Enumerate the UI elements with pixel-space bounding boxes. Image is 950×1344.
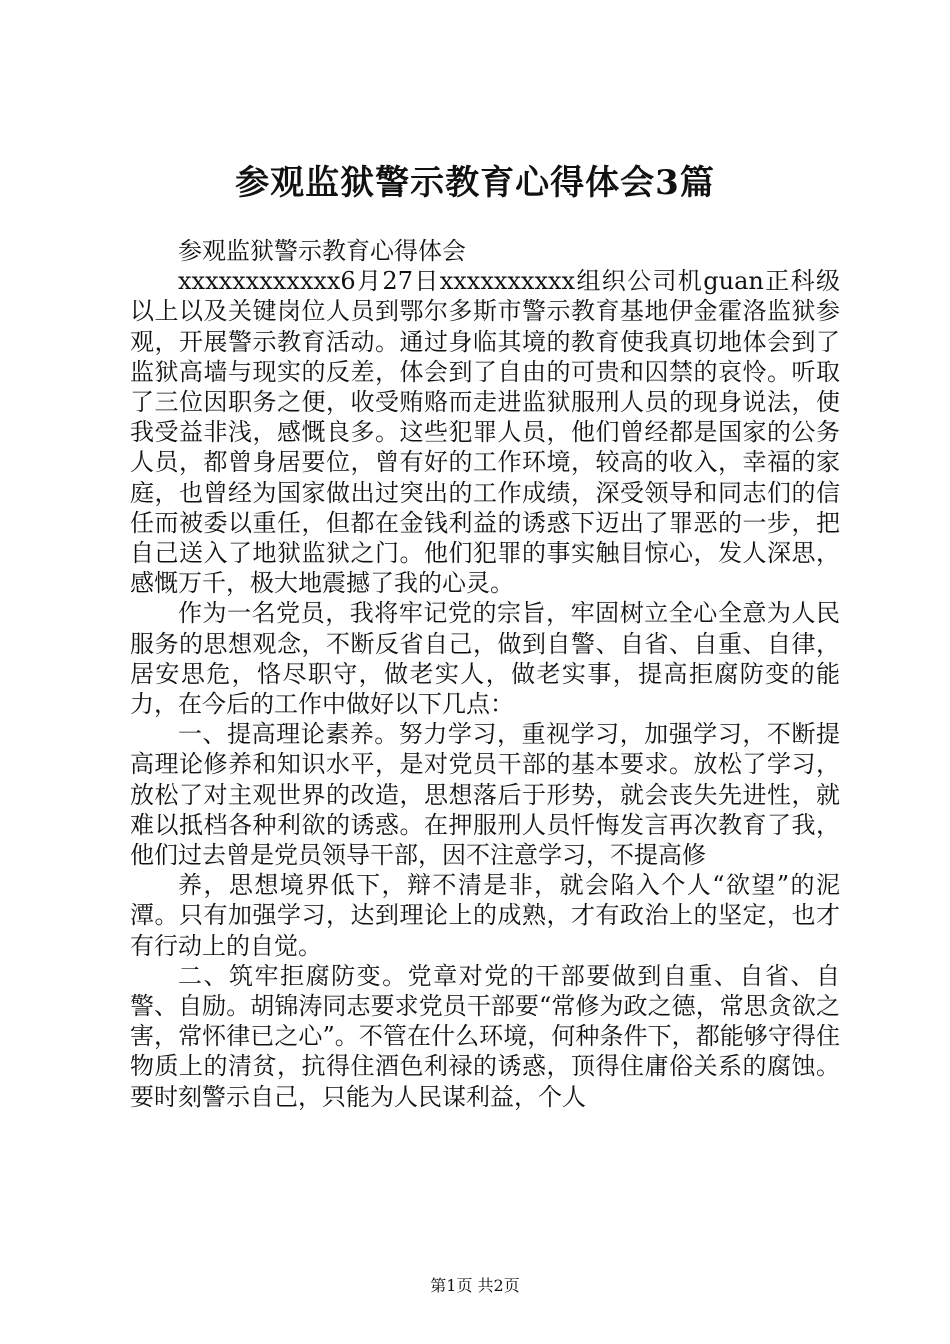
paragraph: xxxxxxxxxxxx6月27日xxxxxxxxxx组织公司机guan正科级以上以及关键岗位人员到鄂尔多斯市警示教育基地伊金霍洛监狱参观，开展警示教育活动。通过身临其境的教育使我真切地体会到了监狱高墙与现实的反差，体会到了自由的可贵和囚禁的哀怜。听取了三位因职务之便，收受贿赂而走进监狱服刑人员的现身说法，使我受益非浅，感慨良多。这些犯罪人员，他们曾经都是国家的公务人员，都曾身居要位，曾有好的工作环境，较高的收入，幸福的家庭，也曾经为国家做出过突出的工作成绩，深受领导和同志们的信任而被委以重任，但都在金钱利益的诱惑下迈出了罪恶的一步，把自己送入了地狱监狱之门。他们犯罪的事实触目惊心，发人深思，感慨万千，极大地震撼了我的心灵。 xyxy=(130,267,840,598)
document-body xyxy=(130,236,840,1112)
page-number-footer: 第1页 共2页 xyxy=(430,1276,520,1295)
paragraph: 二、筑牢拒腐防变。党章对党的干部要做到自重、自省、自警、自励。胡锦涛同志要求党员干部要“常修为政之德，常思贪欲之害，常怀律已之心”。不管在什么环境，何种条件下，都能够守得住物质上的清贫，抗得住酒色利禄的诱惑，顶得住庸俗关系的腐蚀。要时刻警示自己，只能为人民谋利益，个人 xyxy=(130,961,840,1111)
paragraph: 养，思想境界低下，辩不清是非，就会陷入个人“欲望”的泥潭。只有加强学习，达到理论上的成熟，才有政治上的坚定，也才有行动上的自觉。 xyxy=(130,871,840,960)
paragraph: 作为一名党员，我将牢记党的宗旨，牢固树立全心全意为人民服务的思想观念，不断反省自己，做到自警、自省、自重、自律，居安思危，恪尽职守，做老实人，做老实事，提高拒腐防变的能力，在今后的工作中做好以下几点： xyxy=(130,599,840,719)
document-subtitle: 参观监狱警示教育心得体会 xyxy=(178,237,466,265)
paragraph: 一、提高理论素养。努力学习，重视学习，加强学习，不断提高理论修养和知识水平，是对党员干部的基本要求。放松了学习，放松了对主观世界的改造，思想落后于形势，就会丧失先进性，就难以抵档各种利欲的诱惑。在押服刑人员忏悔发言再次教育了我，他们过去曾是党员领导干部，因不注意学习，不提高修 xyxy=(130,720,840,870)
document-title: 参观监狱警示教育心得体会3篇 xyxy=(235,163,715,203)
